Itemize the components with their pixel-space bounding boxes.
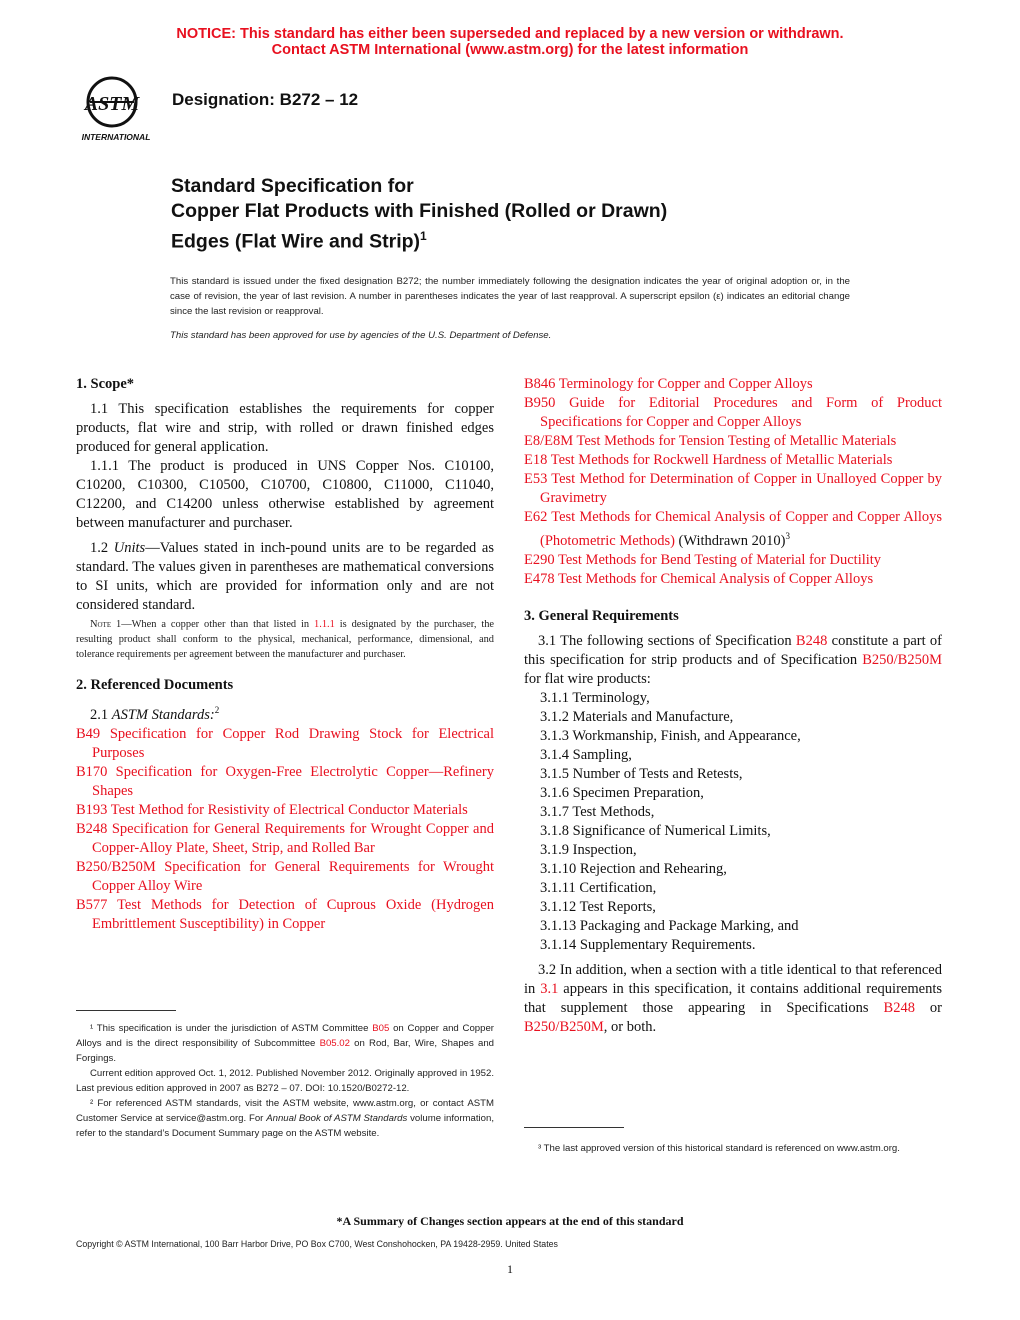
section-3-2: 3.2 In addition, when a section with a title identical to that referenced in 3.1 appears in this specification, it contains additional requirements that supplement those appearing in Specifications B248 or B250/B250M, or both. — [524, 961, 942, 1035]
reference-item — [524, 551, 942, 570]
notice-line-1: NOTICE: This standard has either been superseded and replaced by a new version or withdrawn. — [176, 26, 844, 42]
link-b250-2[interactable]: B250/B250M — [524, 1018, 604, 1035]
reference-item — [76, 858, 494, 896]
section-1-2: 1.2 Units—Values stated in inch-pound units are to be regarded as standard. The values given in parentheses are mathematical conversions to SI units, which are provided for information only and are not considered standard. — [76, 540, 494, 613]
scope-heading: 1. Scope* — [76, 376, 134, 392]
left-column — [76, 375, 494, 934]
right-column — [524, 375, 942, 1037]
list-item: 3.1.1 Terminology, — [540, 689, 650, 706]
list-item: 3.1.12 Test Reports, — [540, 898, 656, 915]
reference-item — [76, 763, 494, 801]
astm-logo — [76, 72, 162, 144]
designation: Designation: B272 – 12 — [172, 90, 359, 109]
general-requirements-heading: 3. General Requirements — [524, 607, 679, 624]
reference-link[interactable]: E62 Test Methods for Chemical Analysis of Copper and Copper Alloys (Photometric Methods) — [524, 509, 942, 549]
link-b248[interactable]: B248 — [795, 632, 828, 649]
reference-link[interactable]: E478 Test Methods for Chemical Analysis of Copper Alloys — [524, 570, 874, 587]
document-title — [171, 174, 667, 255]
reference-link[interactable]: E8/E8M Test Methods for Tension Testing of Metallic Materials — [524, 433, 897, 449]
note-1: Note 1—When a copper other than that listed in 1.1.1 is designated by the purchaser, the resulting product shall conform to the physical, mechanical, performance, dimensional, and tolerance requirements per agreement between the manufacturer and purchaser. — [76, 619, 495, 660]
link-1-1-1[interactable]: 1.1.1 — [314, 619, 335, 630]
reference-item — [524, 570, 942, 589]
reference-link[interactable]: B49 Specification for Copper Rod Drawing Stock for Electrical Purposes — [76, 725, 494, 761]
title-line-3: Edges (Flat Wire and Strip)$^1$ — [171, 229, 427, 253]
svg-text:ASTM: ASTM — [84, 93, 140, 115]
copyright: Copyright © ASTM International, 100 Barr Harbor Drive, PO Box C700, West Conshohocken, PA 19428-2959. United States — [76, 1239, 558, 1249]
link-b250[interactable]: B250/B250M — [862, 651, 942, 668]
list-item: 3.1.8 Significance of Numerical Limits, — [540, 822, 771, 839]
footnote-2: ² For referenced ASTM standards, visit the ASTM website, www.astm.org, or contact ASTM Customer Service at service@astm.org. For Annual Book of ASTM Standards volume information, refer to the standard’s Document Summary page on the ASTM website. — [76, 1098, 494, 1139]
reference-link[interactable]: B577 Test Methods for Detection of Cuprous Oxide (Hydrogen Embrittlement Susceptibility) in Copper — [76, 896, 494, 932]
list-item: 3.1.13 Packaging and Package Marking, and — [540, 917, 799, 934]
footnote-rule-right — [524, 1127, 624, 1128]
list-item: 3.1.11 Certification, — [540, 879, 657, 896]
reference-link[interactable]: B248 Specification for General Requirements for Wrought Copper and Copper-Alloy Plate, Sheet, Strip, and Rolled Bar — [76, 820, 494, 856]
reference-link[interactable]: B846 Terminology for Copper and Copper Alloys — [524, 376, 813, 392]
reference-item — [524, 508, 942, 551]
list-item: 3.1.14 Supplementary Requirements. — [540, 936, 756, 953]
reference-item — [76, 820, 494, 858]
link-3-1[interactable]: 3.1 — [540, 980, 559, 997]
reference-item — [524, 394, 942, 432]
astm-standards-label: 2.1 ASTM Standards:$^2$ — [90, 705, 220, 723]
footnote-1-edition: Current edition approved Oct. 1, 2012. Published November 2012. Originally approved in 1952. Last previous edition approved in 2007 as B272 – 07. DOI: 10.1520/B0272-12. — [76, 1068, 494, 1094]
reference-link[interactable]: E18 Test Methods for Rockwell Hardness of Metallic Materials — [524, 452, 893, 468]
list-item: 3.1.9 Inspection, — [540, 841, 637, 858]
section-3-1: 3.1 The following sections of Specification B248 constitute a part of this specification for strip products and of Specification B250/B250M for flat wire products: — [524, 632, 942, 687]
footnote-rule — [76, 1010, 176, 1011]
reference-link[interactable]: B950 Guide for Editorial Procedures and Form of Product Specifications for Copper and Copper Alloys — [524, 395, 942, 430]
list-item: 3.1.7 Test Methods, — [540, 803, 655, 820]
link-b248-2[interactable]: B248 — [883, 999, 915, 1016]
reference-item — [524, 451, 942, 470]
reference-link[interactable]: E53 Test Method for Determination of Copper in Unalloyed Copper by Gravimetry — [524, 471, 942, 506]
section-1-1-1: 1.1.1 The product is produced in UNS Copper Nos. C10100, C10200, C10300, C10500, C10700, C10800, C11000, C11040, C12200, and C14200 unless otherwise established by agreement between manufacturer and purchaser. — [76, 458, 494, 531]
list-item: 3.1.5 Number of Tests and Retests, — [540, 765, 743, 782]
reference-link[interactable]: E290 Test Methods for Bend Testing of Material for Ductility — [524, 551, 882, 568]
list-item: 3.1.10 Rejection and Rehearing, — [540, 860, 727, 877]
footnotes-left — [76, 1021, 494, 1141]
svg-text:INTERNATIONAL: INTERNATIONAL — [81, 132, 151, 142]
reference-item — [76, 801, 494, 820]
link-b05[interactable]: B05 — [372, 1023, 390, 1034]
general-requirements-list — [524, 689, 942, 955]
list-item: 3.1.2 Materials and Manufacture, — [540, 708, 734, 725]
list-item: 3.1.6 Specimen Preparation, — [540, 784, 704, 801]
summary-of-changes-note: *A Summary of Changes section appears at the end of this standard — [336, 1214, 684, 1228]
superseded-notice — [0, 26, 1020, 58]
footnotes-right — [524, 1141, 942, 1156]
title-line-2: Copper Flat Products with Finished (Rolled or Drawn) — [171, 200, 668, 222]
reference-item — [76, 896, 494, 934]
intro-paragraph: This standard is issued under the fixed designation B272; the number immediately following the designation indicates the year of original adoption or, in the case of revision, the year of last revision. A number in parentheses indicates the year of last reapproval. A superscript epsilon (ε) indicates an editorial change since the last revision or reapproval. — [170, 276, 850, 317]
footnote-1: ¹ This specification is under the jurisdiction of ASTM Committee B05 on Copper and Copper Alloys and is the direct responsibility of Subcommittee B05.02 on Rod, Bar, Wire, Shapes and Forgings. — [76, 1023, 495, 1064]
footnote-3-marker: 3 — [785, 531, 790, 541]
reference-item — [524, 470, 942, 508]
section-1-1: 1.1 This specification establishes the requirements for copper products, flat wire and strip, with rolled or drawn finished edges produced for general application. — [76, 401, 494, 455]
reference-list-right — [524, 375, 942, 589]
title-line-1: Standard Specification for — [171, 175, 414, 197]
footnote-3: ³ The last approved version of this historical standard is referenced on www.astm.org. — [538, 1143, 900, 1154]
dod-approval-note: This standard has been approved for use by agencies of the U.S. Department of Defense. — [170, 330, 552, 341]
reference-link[interactable]: B170 Specification for Oxygen-Free Electrolytic Copper—Refinery Shapes — [76, 763, 494, 799]
reference-item — [524, 375, 942, 394]
reference-item — [76, 725, 494, 763]
refdocs-heading: 2. Referenced Documents — [76, 677, 234, 693]
link-b05-02[interactable]: B05.02 — [319, 1038, 350, 1049]
reference-link[interactable]: B250/B250M Specification for General Requirements for Wrought Copper Alloy Wire — [76, 858, 494, 894]
list-item: 3.1.4 Sampling, — [540, 746, 632, 763]
withdrawn-note: (Withdrawn 2010) — [674, 532, 786, 549]
page-number: 1 — [507, 1262, 513, 1276]
list-item: 3.1.3 Workmanship, Finish, and Appearance, — [540, 727, 801, 744]
reference-link[interactable]: B193 Test Method for Resistivity of Electrical Conductor Materials — [76, 801, 468, 818]
reference-item — [524, 432, 942, 451]
notice-line-2: Contact ASTM International (www.astm.org) for the latest information — [271, 42, 749, 58]
reference-list-left — [76, 725, 494, 934]
